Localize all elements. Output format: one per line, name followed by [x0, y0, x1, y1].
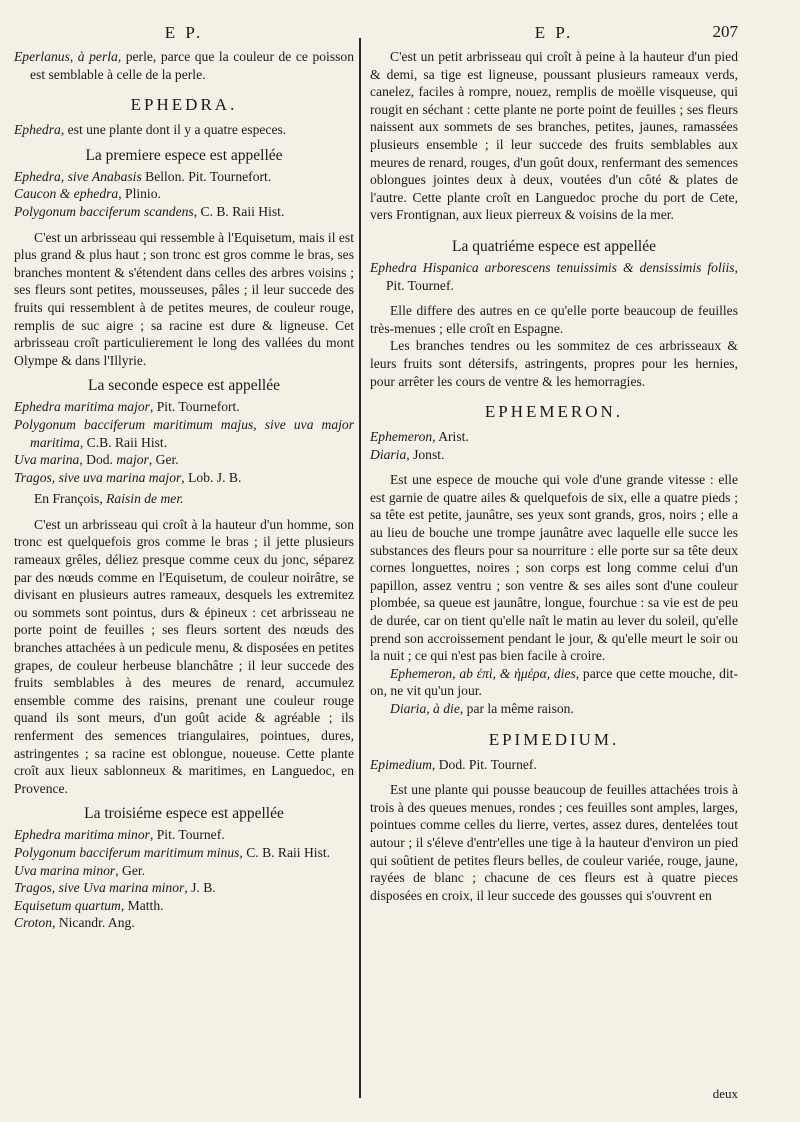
description-second: C'est un arbrisseau qui croît à la hauteur d'un homme, son tronc est quelquefois gros comme le bras ; il jette plusieurs rameaux grêles, déliez presque comme ceux du jonc, séparez par des nœuds comme en l'Equisetum, de couleur noirâtre, se divisant en plusieurs autres rameaux, desquels les extremitez ou sommets sont pointus, durs & épineux : cet arbrisseau ne porte point de feuilles ; ses fleurs sortent des nœuds des branches attachées à un pedicule menu, & disposées en petites grapes, de couleur herbeuse blanchâtre ; il leur succede des fruits semblables à des meures de renard, accumulez ensemble comme des raisins, prenant une couleur rouge quand ils sont meurs, d'un goût acide & agréable ; ils renferment des semences triangulaires, pointues, dures, astringentes ; sa racine est oblongue, noueuse. Cette plante croît aux lieux sablonneux & maritimes, en Languedoc, en Provence. [14, 516, 354, 796]
synonym-author: , Jonst. [406, 446, 445, 462]
synonym-name: Ephedra, sive Anabasis [14, 168, 142, 184]
synonym-line-fourth [370, 259, 738, 294]
synonym-line [14, 879, 354, 897]
synonym-author: , Dod. [79, 452, 117, 468]
synonym-line [370, 446, 738, 464]
synonym-line [14, 826, 354, 844]
synonym-name: Equisetum quartum [14, 897, 121, 913]
etymology-term: Diaria, à die [390, 701, 460, 716]
synonym-list-second [14, 398, 354, 486]
entry-term: Ephedra [14, 122, 61, 138]
synonym-author: , C. B. Raii Hist. [239, 844, 331, 860]
etymology-text: , parce que cette mouche, dit-on, ne vit qu'un jour. [370, 665, 738, 699]
description-epimedium: Est une plante qui pousse beaucoup de feuilles attachées trois à trois à des queues menues, rondes ; ces feuilles sont amples, larges, pointues comme celles du lierre, vertes, assez dures, dentelées tout autour ; il s'éleve d'entr'elles une tige à la hauteur d'environ un pied qui soûtient de petites fleurs belles, de couleur variée, rouge, jaune, rayées de blanc ; chacune de ces fleurs est à quatre pieces disposées en croix, il leur succede des gousses qui s'ouvrent en [370, 782, 738, 903]
synonym-line [14, 168, 354, 186]
synonym-line [14, 469, 354, 487]
synonym-name: major [116, 452, 149, 468]
synonym-author: , Plinio. [118, 186, 161, 202]
synonym-author: , J. B. [184, 880, 216, 896]
synonym-name: Ephemeron [370, 429, 433, 445]
synonym-name: Croton [14, 915, 53, 931]
synonym-line [370, 428, 738, 446]
page-number: 207 [712, 22, 738, 41]
synonym-author: , Dod. Pit. Tournef. [431, 756, 537, 772]
synonym-name: Epimedium [370, 756, 432, 772]
synonym-list-ephemeron [370, 428, 738, 463]
entry-text: , est une plante dont il y a quatre especes. [60, 122, 287, 138]
synonym-line [14, 451, 354, 469]
synonym-name: Polygonum bacciferum maritimum minus [14, 844, 240, 860]
running-head-left: E P. [164, 23, 204, 42]
entry-term: Eperlanus, à perla [14, 49, 118, 64]
description-fourth: Elle differe des autres en ce qu'elle porte beaucoup de feuilles très-menues ; elle croît en Espagne. [370, 303, 738, 336]
description-ephemeron: Est une espece de mouche qui vole d'une grande vitesse : elle est garnie de quatre ailes & quelquefois de six, elle a quatre pieds ; sa tête est petite, jaunâtre, ses yeux sont grands, gros, noirs ; elle a au lieu de bouche une trompe jaunâtre avec laquelle elle succe les substances des fleurs pour sa nourriture : elle porte sur sa tête deux cornes longuettes, noires ; son corps est long comme celui d'un papillon, assez ventru ; son ventre & ses ailes sont d'une couleur plombée, sa queue est jaunâtre, longue, fourchue : sa vie est de peu de durée, car on tient qu'elle naît le matin au lever du soleil, qu'elle prend son accroissement pendant le jour, & qu'elle meurt le soir ou la nuit ; ce qui n'est pas bien facile à croire. [370, 472, 738, 664]
species-heading-fourth: La quatriéme espece est appellée [452, 237, 656, 255]
synonym-line [14, 844, 354, 862]
synonym-name: Ephedra Hispanica arborescens tenuissimis & densissimis foliis [370, 259, 735, 275]
synonym-name: Tragos, sive Uva marina minor [14, 880, 185, 896]
synonym-line [14, 185, 354, 203]
synonym-line-epimedium [370, 756, 738, 774]
synonym-name: Tragos, sive uva marina major [14, 469, 182, 485]
etymology-term: Ephemeron, ab ἐπὶ, & ἡμέρα, dies [390, 665, 576, 681]
synonym-line [14, 862, 354, 880]
synonym-author: , Ger. [115, 862, 146, 878]
synonym-name: Caucon & ephedra [14, 186, 119, 202]
running-head-right: E P. [534, 23, 574, 42]
synonym-list-first [14, 168, 354, 221]
french-label: En François, [34, 491, 107, 507]
synonym-name: Uva marina minor [14, 862, 116, 878]
synonym-author: , Lob. J. B. [181, 469, 242, 485]
synonym-author: Bellon. Pit. Tournefort. [141, 168, 272, 184]
synonym-name: Ephedra maritima minor [14, 827, 150, 843]
synonym-author: , Pit. Tournefort. [149, 399, 240, 415]
description-third: C'est un petit arbrisseau qui croît à peine à la hauteur d'un pied & demi, sa tige est ligneuse, poussant plusieurs rameaux verds, canelez, faciles à rompre, nouez, remplis de moëlle visqueuse, qui rougit en séchant : cette plante ne porte point de feuilles ; ses fleurs naissent aux sommets de ses branches, petites, jaunes, ramassées plusieurs ensemble ; il leur succede des fruits semblables aux meures de renard, rouges, d'un goût doux, renfermant des semences oblongues jointes deux à deux, voutées d'un côté & plates de l'autre. Cette plante croît en Languedoc proche du port de Cete, vers Frontignan, aux lieux pierreux & voisins de la mer. [370, 49, 738, 223]
column-divider [359, 38, 361, 1098]
synonym-line [14, 203, 354, 221]
species-heading-first: La premiere espece est appellée [85, 146, 283, 164]
ephedra-intro [14, 121, 354, 139]
catchword: deux [712, 1086, 738, 1101]
synonym-name: Diaria [370, 446, 407, 462]
synonym-line [14, 914, 354, 932]
synonym-author: , Pit. Tournef. [386, 259, 738, 293]
french-name [14, 490, 354, 508]
synonym-author: , C.B. Raii Hist. [79, 434, 168, 450]
entry-text: , perle, parce que la couleur de ce poisson est semblable à celle de la perle. [30, 49, 354, 82]
synonym-name: Polygonum bacciferum maritimum majus, sive uva major maritima [14, 416, 354, 450]
synonym-author: , Matth. [120, 897, 164, 913]
description-first: C'est un arbrisseau qui ressemble à l'Equisetum, mais il est plus grand & plus haut ; son tronc est gros comme le bras, ses branches montent & s'étendent dans celles des arbres voisins ; ses fleurs sont petites, mousseuses, pâles ; il leur succede des fruits qui ressemblent à de petites meures, de couleur rouge, remplis de suc aigre ; sa racine est dure & ligneuse. Cet arbrisseau croît particulierement le long des vallées du mont Olympe & dans l'Illyrie. [14, 229, 354, 368]
synonym-author: , Nicandr. Ang. [52, 915, 135, 931]
right-column [370, 22, 738, 1102]
entry-title-epimedium: EPIMEDIUM. [488, 729, 620, 749]
synonym-list-third [14, 826, 354, 932]
synonym-author: , Pit. Tournef. [149, 827, 225, 843]
virtues-ephedra: Les branches tendres ou les sommitez de ces arbrisseaux & leurs fruits sont détersifs, astringents, propres pour les hernies, pour arrêter les cours de ventre & les hemorragies. [370, 338, 738, 389]
french-term: Raisin de mer. [106, 491, 184, 507]
species-heading-third: La troisiéme espece est appellée [84, 805, 284, 823]
entry-eperlanus [14, 48, 354, 83]
synonym-name: Polygonum bacciferum scandens [14, 203, 194, 219]
synonym-author: , Arist. [432, 429, 469, 445]
synonym-name: Uva marina [14, 452, 80, 468]
etymology-text: , par la même raison. [459, 701, 574, 716]
synonym-line [14, 416, 354, 451]
synonym-line [14, 398, 354, 416]
synonym-line [14, 897, 354, 915]
synonym-author: , C. B. Raii Hist. [193, 203, 285, 219]
synonym-name: Ephedra maritima major [14, 399, 150, 415]
entry-title-ephemeron: EPHEMERON. [484, 402, 624, 422]
entry-title-ephedra: EPHEDRA. [130, 95, 238, 115]
etymology-ephemeron [370, 665, 738, 700]
left-column [14, 22, 354, 932]
species-heading-second: La seconde espece est appellée [88, 377, 280, 395]
synonym-author: , Ger. [148, 452, 179, 468]
etymology-diaria [370, 700, 738, 718]
